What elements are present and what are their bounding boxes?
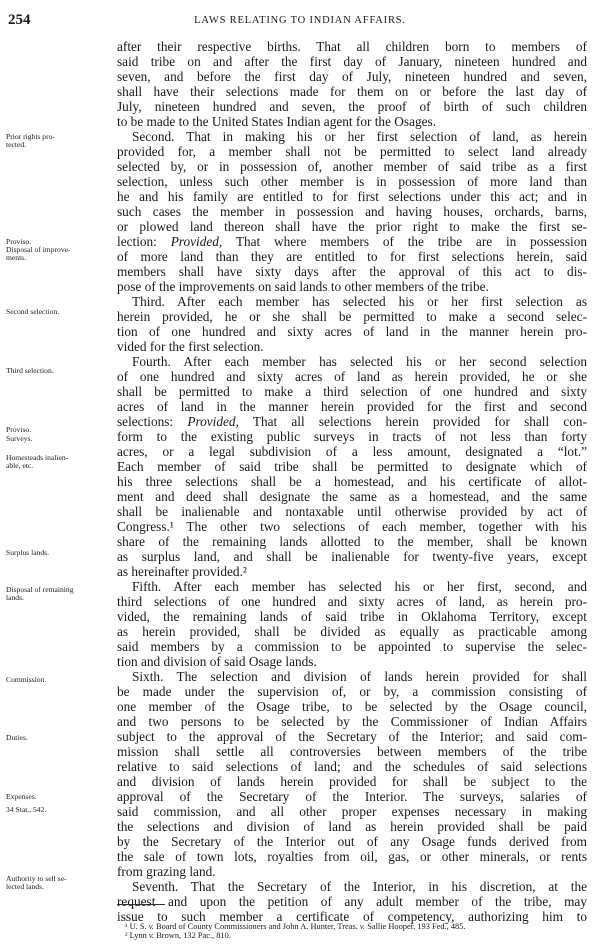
body-line: relative to said selections of land; and the schedules of said selections	[117, 759, 587, 774]
body-line: Congress.¹ The other two selections of each member, together with his	[117, 519, 587, 534]
body-line: he and his family are entitled to for first selections under this act; and in	[117, 189, 587, 204]
body-line: as hereinafter provided.²	[117, 564, 247, 579]
body-line: issue to such member a certificate of competency, authorizing him to	[117, 909, 587, 924]
margin-note: Prior rights pro- tected.	[6, 132, 55, 150]
body-line: by the Secretary of the Interior out of any Osage funds derived from	[117, 834, 587, 849]
body-line: herein provided, he or she shall be permitted to make a second selec-	[117, 309, 587, 324]
body-line: from grazing land.	[117, 864, 216, 879]
body-line: selections: Provided, That all selections herein provided for shall con-	[117, 414, 587, 429]
body-line: tion of one hundred and sixty acres of land in the manner herein pro-	[117, 324, 587, 339]
footnote: ² Lynn v. Brown, 132 Pac., 810.	[125, 931, 231, 940]
margin-note: Authority to sell se- lected lands.	[6, 874, 67, 892]
body-line: selection, unless such other member is in possession of more land than	[117, 174, 587, 189]
body-line: shall be permitted to make a third selection of one hundred and sixty	[117, 384, 587, 399]
body-line: Fifth. After each member has selected his or her first, second, and	[132, 579, 587, 594]
body-line: to be made to the United States Indian agent for the Osages.	[117, 114, 437, 129]
body-line: of more land than they are entitled to for first selections herein, said	[117, 249, 587, 264]
body-line: said commission, and all other proper expenses necessary in making	[117, 804, 587, 819]
margin-note: Homesteads inalien- able, etc.	[6, 453, 69, 471]
body-line: of one hundred and sixty acres of land as herein provided, he or she	[117, 369, 587, 384]
body-line: pose of the improvements on said lands to other members of the tribe.	[117, 279, 489, 294]
body-line: one member of the Osage tribe, to be selected by the Osage council,	[117, 699, 587, 714]
body-line: members shall have sixty days after the approval of this act to dis-	[117, 264, 587, 279]
body-line: provided for, a member shall not be permitted to select land already	[117, 144, 587, 159]
body-line: and division of lands herein provided for shall be subject to the	[117, 774, 587, 789]
margin-note: Expenses.	[6, 792, 37, 801]
running-head: LAWS RELATING TO INDIAN AFFAIRS.	[194, 15, 406, 26]
body-line: Second. That in making his or her first selection of land, as herein	[132, 129, 587, 144]
body-line: said tribe on and after the first day of January, nineteen hundred and	[117, 54, 587, 69]
body-line: said members by a commission to be appointed to supervise the selec-	[117, 639, 587, 654]
body-line: third selections of one hundred and sixty acres of land, as herein pro-	[117, 594, 587, 609]
body-line: after their respective births. That all children born to members of	[117, 39, 587, 54]
body-line: share of the remaining lands allotted to the member, shall be known	[117, 534, 587, 549]
body-line: his three selections shall be a homestead, and his certificate of allot-	[117, 474, 587, 489]
body-line: Seventh. That the Secretary of the Interior, in his discretion, at the	[132, 879, 587, 894]
body-line: as herein provided, shall be divided as equally as practicable among	[117, 624, 587, 639]
margin-note: Disposal of improve- ments.	[6, 245, 71, 263]
body-line: subject to the approval of the Secretary of the Interior; and said com-	[117, 729, 587, 744]
page-number: 254	[8, 12, 31, 28]
body-line: the sale of town lots, royalties from oil, gas, or other minerals, or rents	[117, 849, 587, 864]
body-line: Sixth. The selection and division of lands herein provided for shall	[132, 669, 587, 684]
body-line: shall have their selections made for them on or before the last day of	[117, 84, 587, 99]
body-line: vided for the first selection.	[117, 339, 264, 354]
footnote-rule	[117, 904, 165, 905]
body-line: form to the existing public surveys in tracts of not less than forty	[117, 429, 587, 444]
margin-note: Surveys.	[6, 434, 33, 443]
body-line: lection: Provided, That where members of the tribe are in possession	[117, 234, 587, 249]
body-line: the selections and division of land as herein provided shall be paid	[117, 819, 587, 834]
body-line: request and upon the petition of any adult member of the tribe, may	[117, 894, 587, 909]
body-line: ment and deed shall designate the same as a homestead, and the same	[117, 489, 587, 504]
body-line: approval of the Secretary of the Interior. The surveys, salaries of	[117, 789, 587, 804]
body-line: seven, and before the first day of July, nineteen hundred and seven,	[117, 69, 587, 84]
body-line: be made under the supervision of, or by, a commission consisting of	[117, 684, 587, 699]
body-line: selected by, or in possession of, another member of said tribe as a first	[117, 159, 587, 174]
body-line: and two persons to be selected by the Commissioner of Indian Affairs	[117, 714, 587, 729]
body-line: shall be inalienable and nontaxable until otherwise provided by act of	[117, 504, 587, 519]
margin-note: Commission.	[6, 675, 47, 684]
body-line: July, nineteen hundred and seven, the proof of birth of such children	[117, 99, 587, 114]
body-line: mission shall settle all controversies between members of the tribe	[117, 744, 587, 759]
margin-note: Second selection.	[6, 307, 60, 316]
body-line: as surplus land, and shall be inalienable for twenty-five years, except	[117, 549, 587, 564]
body-line: Fourth. After each member has selected his or her second selection	[132, 354, 587, 369]
margin-note: Proviso.	[6, 237, 32, 246]
body-line: acres of land in the manner herein provided for the first and second	[117, 399, 587, 414]
margin-note: 34 Stat., 542.	[6, 805, 47, 814]
body-line: Each member of said tribe shall be permitted to designate which of	[117, 459, 587, 474]
body-line: acres, or a legal subdivision of a less amount, designated a “lot.”	[117, 444, 587, 459]
margin-note: Third selection.	[6, 366, 54, 375]
footnote: ¹ U. S. v. Board of County Commissioners and John A. Hunter, Treas. v. Sallie Hooper, 193 Fed., 485.	[125, 922, 466, 931]
page-header	[0, 12, 600, 32]
body-line: tion and division of said Osage lands.	[117, 654, 317, 669]
margin-note: Disposal of remaining lands.	[6, 585, 74, 603]
body-line: vided, the remaining lands of said tribe in Oklahoma Territory, except	[117, 609, 587, 624]
margin-note: Proviso.	[6, 425, 32, 434]
body-line: such cases the member in possession and having houses, orchards, barns,	[117, 204, 587, 219]
body-line: Third. After each member has selected his or her first selection as	[132, 294, 587, 309]
margin-note: Duties.	[6, 733, 28, 742]
margin-note: Surplus lands.	[6, 548, 50, 557]
body-line: or plowed land thereon shall have the prior right to make the first se-	[117, 219, 587, 234]
